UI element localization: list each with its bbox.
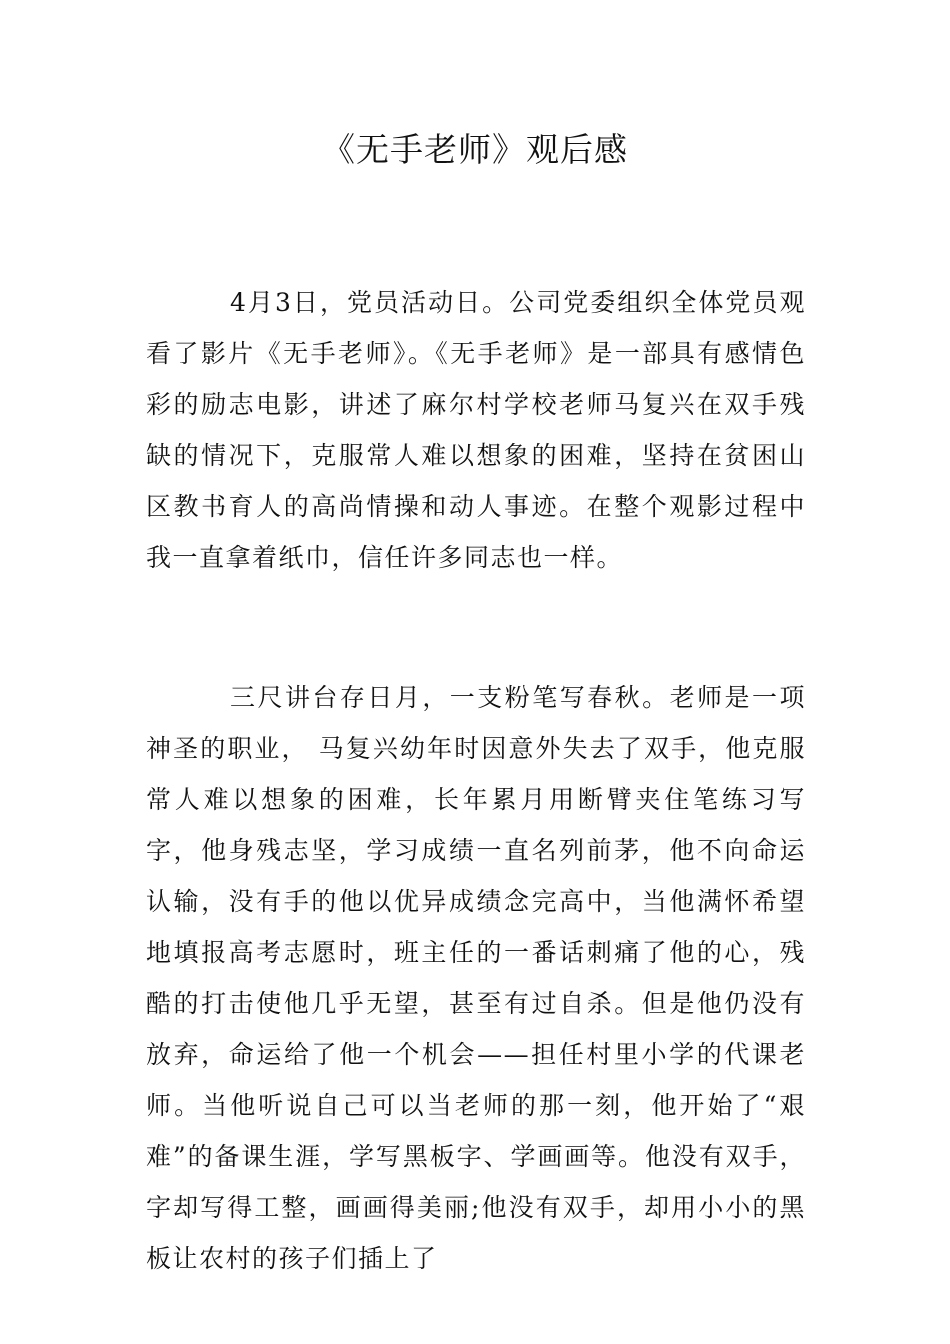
paragraph-1: 4月3日，党员活动日。公司党委组织全体党员观看了影片《无手老师》。《无手老师》是一部具有感情色彩的励志电影，讲述了麻尔村学校老师马复兴在双手残缺的情况下，克服常人难以想象的困难，坚持在贫困山区教书育人的高尚情操和动人事迹。在整个观影过程中我一直拿着纸巾，信任许多同志也一样。 bbox=[146, 288, 806, 572]
paragraph-2: 三尺讲台存日月，一支粉笔写春秋。老师是一项神圣的职业， 马复兴幼年时因意外失去了双手，他克服常人难以想象的困难，长年累月用断臂夹住笔练习写字，他身残志坚，学习成绩一直名列前茅，他不向命运认输，没有手的他以优异成绩念完高中，当他满怀希望地填报高考志愿时，班主任的一番话刺痛了他的心，残酷的打击使他几乎无望，甚至有过自杀。但是他仍没有放弃，命运给了他一个机会——担任村里小学的代课老师。当他听说自己可以当老师的那一刻，他开始了“艰难”的备课生涯，学写黑板字、学画画等。他没有双手，字却写得工整，画画得美丽;他没有双手，却用小小的黑板让农村的孩子们插上了 bbox=[146, 683, 806, 1273]
document-title: 《无手老师》观后感 bbox=[322, 130, 628, 169]
